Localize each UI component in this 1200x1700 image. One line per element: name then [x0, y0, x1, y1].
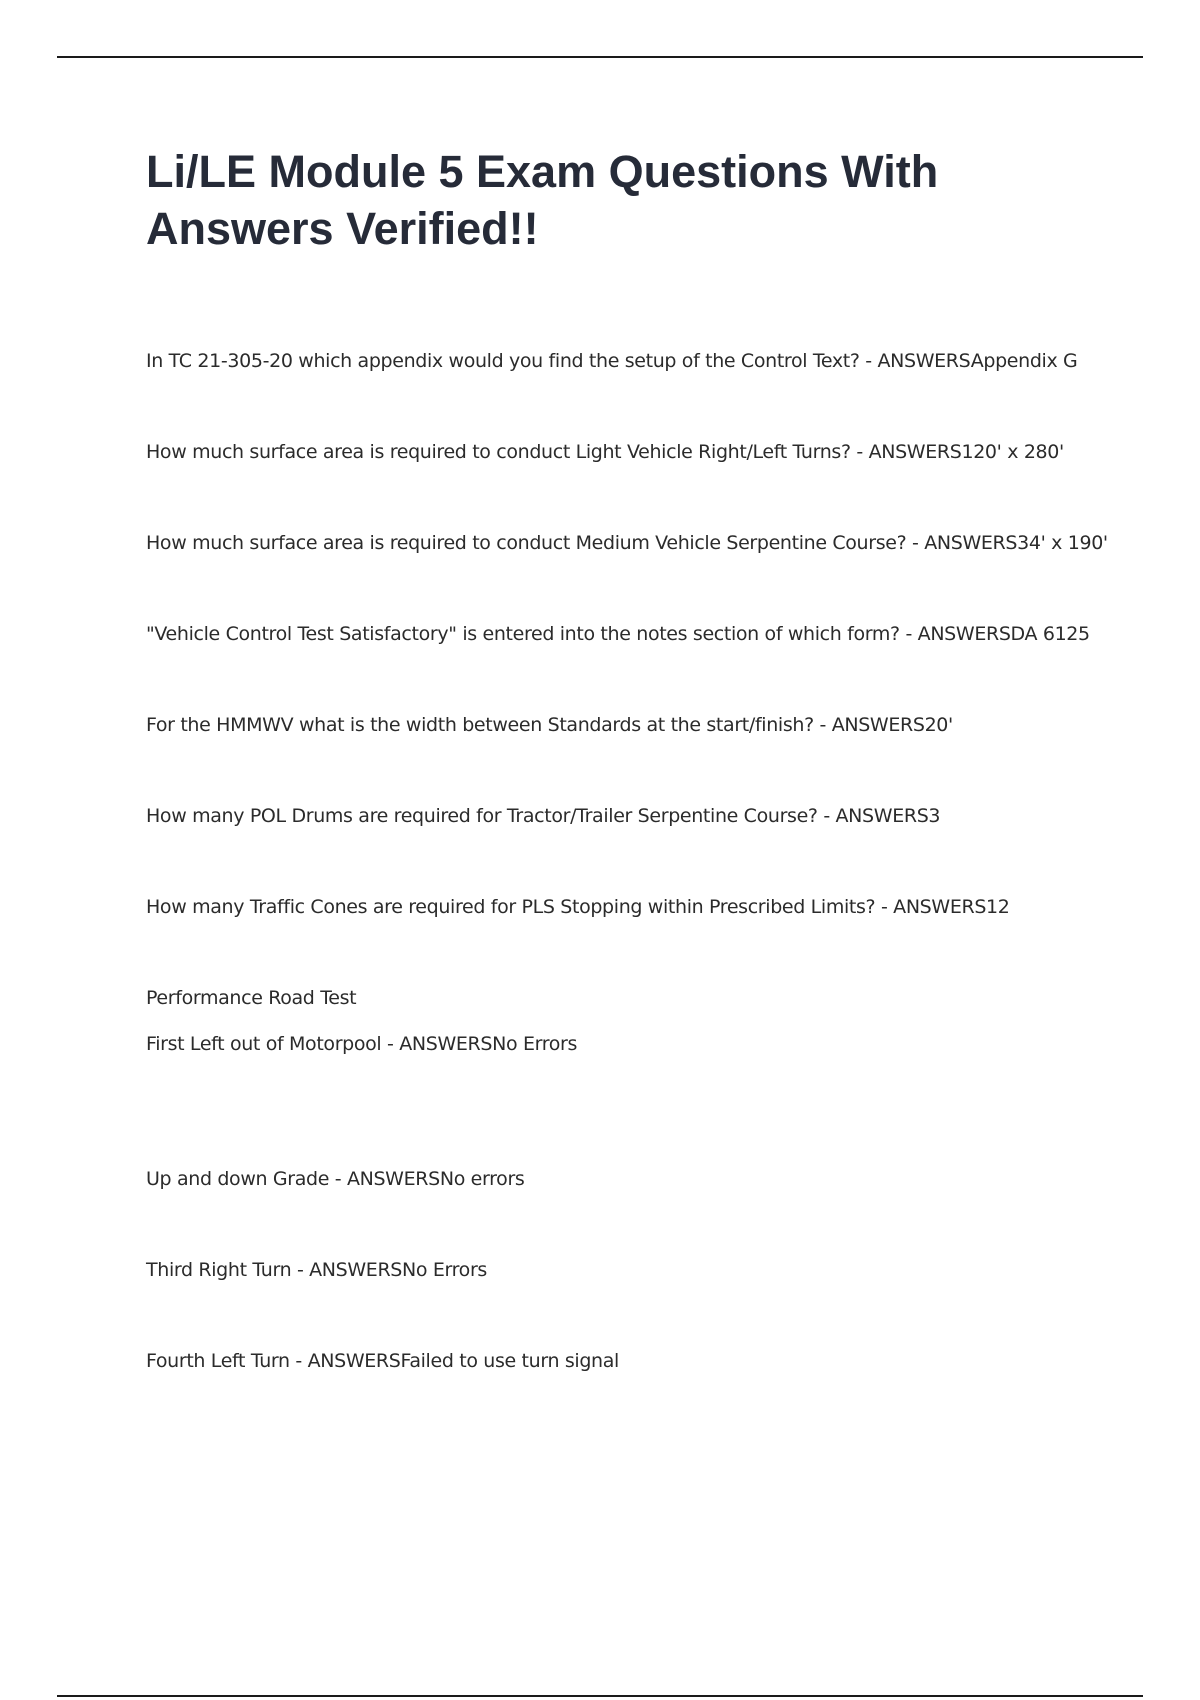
qa-line: How many Traffic Cones are required for PLS Stopping within Prescribed Limits? - ANSWERS12	[146, 896, 1010, 918]
qa-line: For the HMMWV what is the width between Standards at the start/finish? - ANSWERS20'	[146, 714, 953, 736]
document-title: Li/LE Module 5 Exam Questions With Answers Verified!!	[146, 146, 939, 254]
qa-line: How much surface area is required to conduct Medium Vehicle Serpentine Course? - ANSWERS34' x 190'	[146, 532, 1108, 554]
qa-line: Up and down Grade - ANSWERSNo errors	[146, 1168, 525, 1190]
qa-line: How many POL Drums are required for Tractor/Trailer Serpentine Course? - ANSWERS3	[146, 805, 941, 827]
qa-line: How much surface area is required to conduct Light Vehicle Right/Left Turns? - ANSWERS120' x 280'	[146, 441, 1064, 463]
section-heading: Performance Road Test	[146, 987, 357, 1009]
top-divider	[57, 56, 1143, 58]
qa-line: Fourth Left Turn - ANSWERSFailed to use turn signal	[146, 1350, 619, 1372]
qa-line: In TC 21-305-20 which appendix would you find the setup of the Control Text? - ANSWERSAppendix G	[146, 350, 1078, 372]
qa-line: "Vehicle Control Test Satisfactory" is entered into the notes section of which form? - ANSWERSDA 6125	[146, 623, 1090, 645]
qa-line: Third Right Turn - ANSWERSNo Errors	[146, 1259, 487, 1281]
bottom-divider	[57, 1695, 1143, 1697]
qa-line: First Left out of Motorpool - ANSWERSNo Errors	[146, 1033, 578, 1055]
